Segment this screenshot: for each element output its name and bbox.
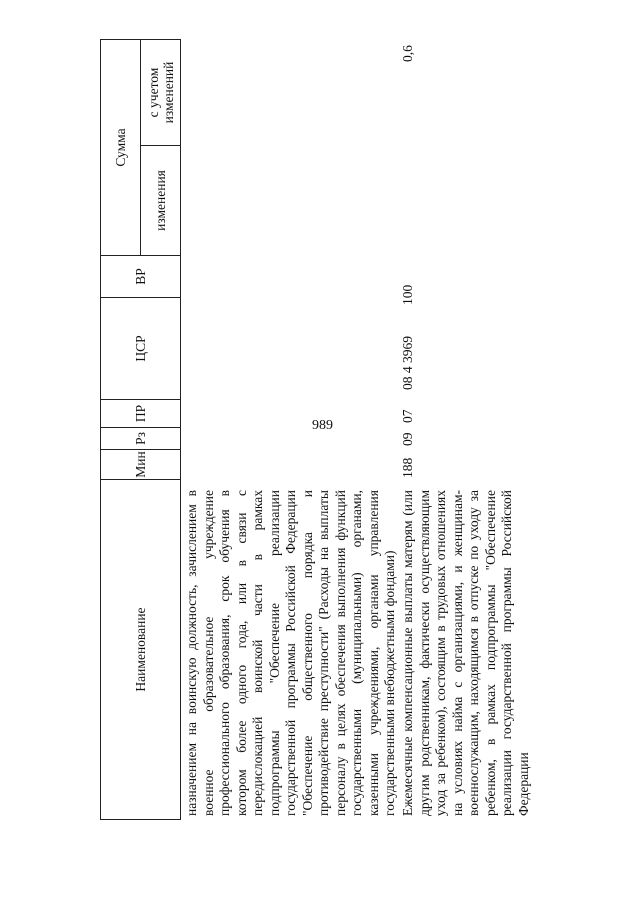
row-2-vr: 100 [400,284,415,305]
header-with-changes [141,40,181,146]
row-2-name: Ежемесячные компенсационные выплаты матерям (или другим родственникам, фактически осуществляющим уход за ребенком), состоящим в трудовых отношениях на условиях найма с организациями, и женщинам-военнослужащим, находящимся в отпуске по уходу за ребенком, в рамках подпрограммы "Обеспечение реализации государственной программы Российской Федерации [400,490,531,816]
header-changes: изменения [141,146,181,256]
rotated-table-area [100,30,600,820]
row-2-csr: 08 4 3969 [400,336,415,390]
header-vr: ВР [101,256,181,298]
header-with-changes-line1: с учетом [145,67,161,118]
row-2-pr: 07 [400,409,415,423]
header-csr: ЦСР [101,298,181,400]
header-min: Мин [101,450,181,480]
row-1-name: назначением на воинскую должность, зачислением в военное образовательное учреждение профессионального образования, срок обучения в котором более одного года, или в связи с передислокацией воинской части в рамках подпрограммы "Обеспечение реализации государственной программы Российской Федерации "Обеспечение общественного порядка и противодействие преступности" (Расходы на выплаты персоналу в целях обеспечения выполнения функций государственными (муниципальными) органами, казенными учреждениями, органами управления государственными внебюджетными фондами) [184,490,397,816]
header-name: Наименование [101,480,181,820]
budget-table-header [100,39,181,820]
header-pr: ПР [101,400,181,428]
row-2-rz: 09 [400,432,415,446]
row-2-min: 188 [400,457,415,478]
header-with-changes-line2: изменений [160,61,176,124]
row-2-with-changes: 0,6 [400,45,415,62]
page-number: 989 [312,418,333,433]
header-sum: Сумма [101,40,141,256]
header-rz: Рз [101,428,181,450]
